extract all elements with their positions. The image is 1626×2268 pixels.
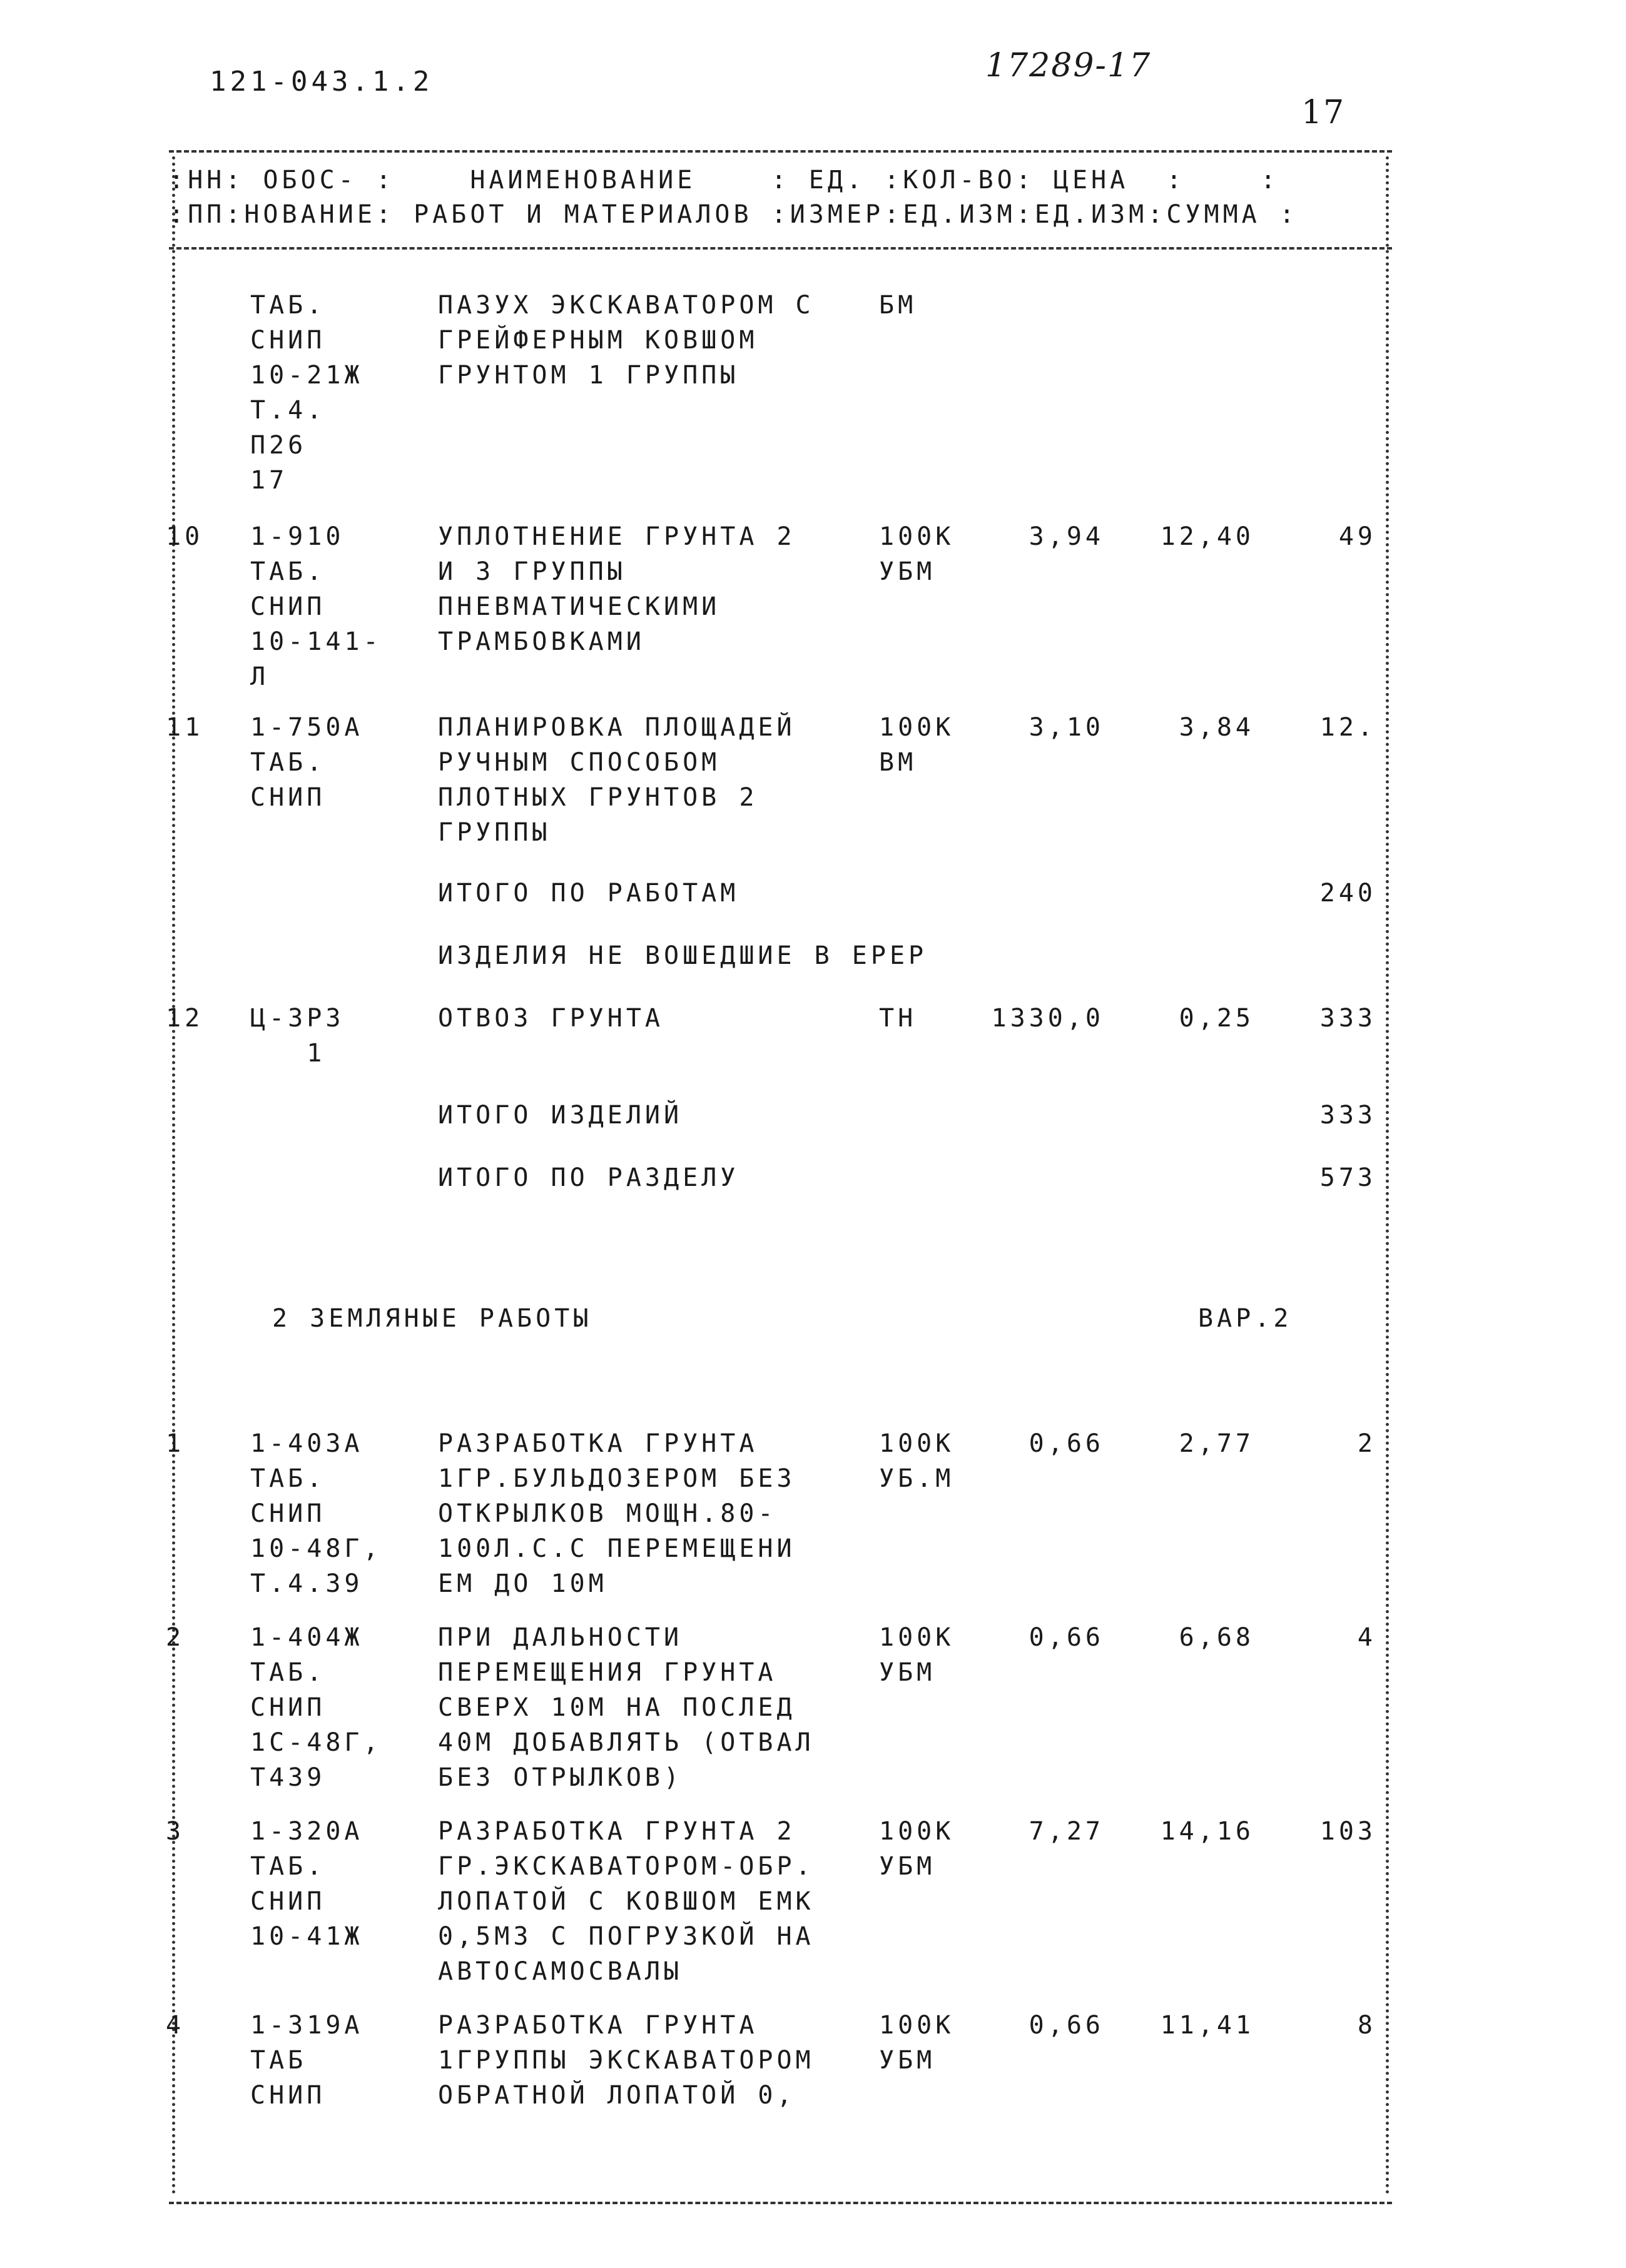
unit-of-measure-line: УБМ [879,2046,936,2075]
unit-of-measure [879,1004,917,1039]
work-description-line: ПРИ ДАЛЬНОСТИ [438,1623,683,1652]
justification-code-line: ТАБ. [250,748,326,777]
unit-of-measure-line: 100К [879,2011,955,2040]
unit-of-measure-line: 100К [879,713,955,742]
justification-code-line: 1-750А [250,713,363,742]
unit-price: 3,84 [1179,713,1254,742]
work-description-line: ПНЕВМАТИЧЕСКИМИ [438,592,721,621]
line-sum: 103 [1319,1817,1376,1846]
table-header-line-2: :ПП:НОВАНИЕ: РАБОТ И МАТЕРИАЛОВ :ИЗМЕР:ЕД.ИЗМ:ЕД.ИЗМ:СУММА : [169,200,1298,229]
justification-code-line: 17 [250,466,288,495]
quantity: 1330,0 [991,1004,1104,1033]
table-header-line-1: :НН: ОБОС- : НАИМЕНОВАНИЕ : ЕД. :КОЛ-ВО: ЦЕНА : : [169,166,1279,195]
line-sum: 240 [1319,879,1376,908]
justification-code-line: ТАБ. [250,557,326,586]
work-description-line: ПЛАНИРОВКА ПЛОЩАДЕЙ [438,713,796,742]
quantity: 0,66 [1029,1623,1104,1652]
justification-code-line: СНИП [250,1693,326,1722]
line-sum: 4 [1357,1623,1376,1652]
work-description-line: СВЕРХ 10М НА ПОСЛЕД [438,1693,796,1722]
handwritten-registration-number: 17289-17 [985,47,1152,84]
justification-code-line: СНИП [250,326,326,355]
quantity: 0,66 [1029,2011,1104,2040]
justification-code-line: Ц-3Р3 [250,1004,345,1033]
unit-price: 14,16 [1160,1817,1254,1846]
work-description-line: ПЕРЕМЕЩЕНИЯ ГРУНТА [438,1658,777,1687]
work-description-line: РАЗРАБОТКА ГРУНТА [438,2011,758,2040]
section-variant: ВАР.2 [1198,1304,1293,1333]
justification-code-line: Т439 [250,1763,326,1792]
justification-code-line: Т.4. [250,396,326,425]
justification-code-line: 10-141- [250,627,382,656]
unit-of-measure [879,291,917,326]
work-description [438,879,739,914]
justification-code-line: ТАБ. [250,1464,326,1493]
work-description-line: РАЗРАБОТКА ГРУНТА 2 [438,1817,796,1846]
work-description-line: БЕЗ ОТРЫЛКОВ) [438,1763,683,1792]
justification-code-line: СНИП [250,2081,326,2110]
unit-of-measure-line: УБМ [879,1658,936,1687]
work-description-line: РУЧНЫМ СПОСОБОМ [438,748,721,777]
work-description [438,1429,796,1604]
work-description-line: ЛОПАТОЙ С КОВШОМ ЕМК [438,1887,815,1916]
work-description-line: РАЗРАБОТКА ГРУНТА [438,1429,758,1458]
row-number: 12 [166,1004,204,1033]
work-description-line: 0,5М3 С ПОГРУЗКОЙ НА [438,1922,815,1951]
row-number: 2 [166,1623,185,1652]
work-description-line: ГРУНТОМ 1 ГРУППЫ [438,361,739,390]
work-description-line: ПЛОТНЫХ ГРУНТОВ 2 [438,783,758,812]
work-description-line: ГРУППЫ [438,818,551,847]
justification-code-line: 1-404Ж [250,1623,363,1652]
unit-price: 2,77 [1179,1429,1254,1458]
work-description-line: ИТОГО ИЗДЕЛИЙ [438,1101,683,1130]
justification-code-line: ТАБ [250,2046,307,2075]
line-sum: 8 [1357,2011,1376,2040]
row-number: 11 [166,713,204,742]
justification-code [250,713,363,818]
line-sum: 2 [1357,1429,1376,1458]
work-description [438,1623,815,1798]
justification-code [250,291,363,501]
unit-of-measure-line: УБМ [879,1852,936,1881]
row-number: 10 [166,522,204,551]
right-border [1386,156,1389,2195]
justification-code [250,1429,382,1604]
section-title: 2 ЗЕМЛЯНЫЕ РАБОТЫ [272,1304,592,1333]
work-description-line: ОТКРЫЛКОВ МОЩН.80- [438,1499,777,1528]
justification-code-line: 10-48Г, [250,1534,382,1563]
line-sum: 333 [1319,1101,1376,1130]
justification-code [250,1817,363,1957]
unit-of-measure-line: УБ.М [879,1464,955,1493]
work-description-line: ОБРАТНОЙ ЛОПАТОЙ 0, [438,2081,796,2110]
line-sum: 573 [1319,1163,1376,1192]
justification-code-line: 1 [250,1039,326,1068]
work-description [438,1101,683,1136]
work-description [438,2011,815,2116]
unit-price: 11,41 [1160,2011,1254,2040]
document-code: 121-043.1.2 [210,66,434,98]
justification-code-line: СНИП [250,1499,326,1528]
work-description-line: АВТОСАМОСВАЛЫ [438,1957,683,1986]
justification-code-line: 10-21Ж [250,361,363,390]
work-description-line: 1ГРУППЫ ЭКСКАВАТОРОМ [438,2046,815,2075]
justification-code-line: 1-319А [250,2011,363,2040]
unit-of-measure-line: 100К [879,522,955,551]
justification-code [250,522,382,697]
work-description-line: ИТОГО ПО РАЗДЕЛУ [438,1163,739,1192]
work-description-line: ГРЕЙФЕРНЫМ КОВШОМ [438,326,758,355]
row-number: 3 [166,1817,185,1846]
justification-code [250,1623,382,1798]
work-description-line: ИТОГО ПО РАБОТАМ [438,879,739,908]
justification-code-line: СНИП [250,783,326,812]
unit-of-measure-line: 100К [879,1623,955,1652]
justification-code-line: ТАБ. [250,291,326,320]
work-description [438,291,815,396]
line-sum: 49 [1338,522,1376,551]
unit-of-measure-line: БМ [879,291,917,320]
row-number: 1 [166,1429,185,1458]
work-description [438,941,927,976]
unit-price: 0,25 [1179,1004,1254,1033]
work-description-line: 1ГР.БУЛЬДОЗЕРОМ БЕЗ [438,1464,796,1493]
unit-of-measure-line: УБМ [879,557,936,586]
unit-of-measure-line: 100К [879,1817,955,1846]
work-description-line: 40М ДОБАВЛЯТЬ (ОТВАЛ [438,1728,815,1757]
work-description-line: УПЛОТНЕНИЕ ГРУНТА 2 [438,522,796,551]
work-description [438,522,796,662]
line-sum: 333 [1319,1004,1376,1033]
work-description-line: И 3 ГРУППЫ [438,557,626,586]
justification-code-line: СНИП [250,592,326,621]
work-description-line: ТРАМБОВКАМИ [438,627,645,656]
page-number: 17 [1301,94,1346,131]
justification-code-line: Т.4.39 [250,1569,363,1598]
quantity: 0,66 [1029,1429,1104,1458]
line-sum: 12. [1319,713,1376,742]
work-description-line: ИЗДЕЛИЯ НЕ ВОШЕДШИЕ В ЕРЕР [438,941,928,970]
quantity: 7,27 [1029,1817,1104,1846]
justification-code-line: 10-41Ж [250,1922,363,1951]
justification-code-line: Л [250,662,270,691]
unit-price: 12,40 [1160,522,1254,551]
work-description [438,713,796,853]
justification-code-line: ТАБ. [250,1852,326,1881]
work-description [438,1163,739,1198]
justification-code-line: СНИП [250,1887,326,1916]
bottom-border [169,2202,1392,2204]
work-description [438,1817,815,1992]
left-border [172,156,175,2195]
justification-code-line: 1С-48Г, [250,1728,382,1757]
unit-of-measure-line: ВМ [879,748,917,777]
quantity: 3,10 [1029,713,1104,742]
work-description-line: ОТВОЗ ГРУНТА [438,1004,664,1033]
top-border [169,150,1392,153]
work-description-line: ПАЗУХ ЭКСКАВАТОРОМ С [438,291,815,320]
work-description-line: ЕМ ДО 10М [438,1569,607,1598]
unit-of-measure-line: ТН [879,1004,917,1033]
work-description-line: 100Л.С.С ПЕРЕМЕЩЕНИ [438,1534,796,1563]
justification-code [250,1004,344,1074]
justification-code [250,2011,363,2116]
justification-code-line: 1-403А [250,1429,363,1458]
justification-code-line: 1-320А [250,1817,363,1846]
unit-price: 6,68 [1179,1623,1254,1652]
justification-code-line: 1-910 [250,522,345,551]
work-description-line: ГР.ЭКСКАВАТОРОМ-ОБР. [438,1852,815,1881]
work-description [438,1004,664,1039]
unit-of-measure-line: 100К [879,1429,955,1458]
row-number: 4 [166,2011,185,2040]
justification-code-line: ТАБ. [250,1658,326,1687]
justification-code-line: П26 [250,431,307,460]
header-divider [169,247,1392,250]
quantity: 3,94 [1029,522,1104,551]
